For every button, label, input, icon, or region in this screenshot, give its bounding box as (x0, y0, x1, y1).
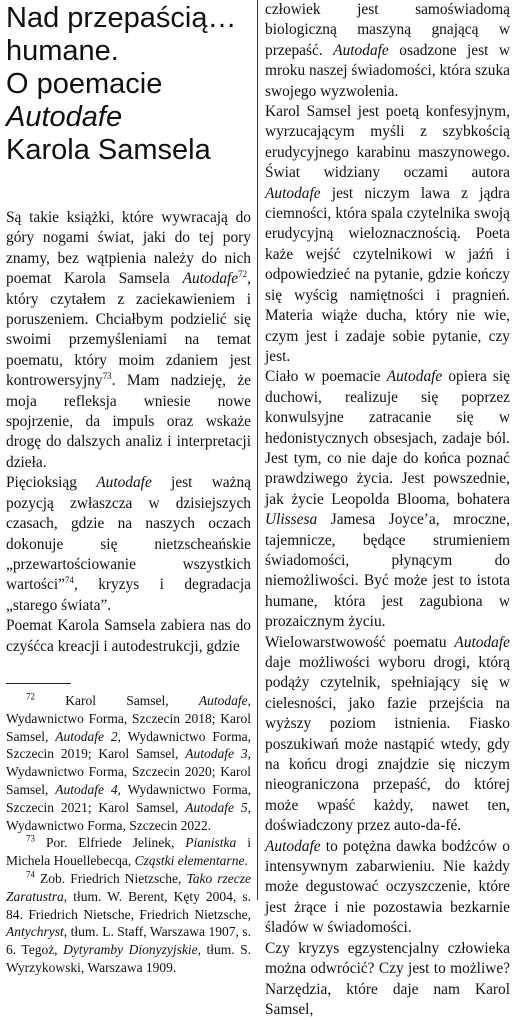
fn73-number: 73 (26, 833, 35, 844)
right-paragraph-2 (265, 102, 510, 367)
r4-text-b: daje możliwości wyboru drogi, którą podąży czytelnik, spełniający się w cielesności, jako fazie przejścia na wyższy poziom istnienia. Fiasko poszukiwań może nastąpić wtedy, gdy na końcu drogi znajdzie się niczym nieograniczona przepaść, do której może wpaść każdy, nawet ten, doświadczony przez auto-da-fé. (265, 654, 510, 835)
title-line-2: humane. (6, 35, 119, 67)
r1-text-b: osadzone jest w mroku naszej świadomości, która szuka swojego wyzwolenia. (265, 41, 511, 100)
p2-text-b: jest ważną pozycją zwłaszcza w dzisiejszych czasach, gdzie na naszych oczach dokonuje się nietzscheańskie „przewartościowanie wszystkich wartości” (6, 474, 251, 594)
fn73-em1: Pianistka (185, 835, 237, 851)
r5-em: Autodafe (265, 837, 321, 855)
fn74-text-c: , tłum. L. Staff, Warszawa 1907, s. 6. Tegoż, (6, 924, 251, 958)
title-line-5: Karola Samsela (6, 134, 211, 166)
right-paragraph-6: Czy kryzys egzystencjalny człowieka można odwrócić? Czy jest to możliwe? Narzędzia, które daje nam Karol Samsel, (265, 939, 510, 1018)
fn72-text-f: , Wydawnictwo Forma, Szczecin 2022. (6, 799, 251, 833)
right-paragraph-1 (265, 0, 510, 102)
right-paragraph-4 (265, 633, 510, 837)
paragraph-2 (6, 473, 251, 616)
p2-em: Autodafe (96, 474, 152, 492)
fn73-text-c: . (244, 853, 248, 869)
p1-text-a: Są takie książki, które wywracają do góry nogami świat, jaki do tej pory znamy, bez wątpienia należy do nich poemat Karola Samsela (6, 209, 251, 288)
column-divider (257, 0, 258, 900)
r1-text-a: człowiek jest samoświadomą biologiczną maszyną gnającą w przepaść. (265, 1, 510, 59)
r3-text-c: Jamesa Joyce’a, mroczne, tajemnicze, będące strumieniem świadomości, płynącym do niemożliwości. Być może jest to istota humane, która jest zagubiona w prozaicznym życiu. (265, 511, 510, 631)
footnote-divider (6, 683, 71, 684)
fn72-text-e: , Wydawnictwo Forma, Szczecin 2021; Karol Samsel, (6, 781, 252, 815)
p1-em: Autodafe (182, 270, 239, 288)
r4-text-a: Wielowarstwowość poematu (265, 633, 455, 651)
fn73-text-a: Por. Elfriede Jelinek, (35, 835, 186, 851)
r3-text-a: Ciało w poemacie (265, 368, 387, 386)
fn74-em1: Tako rzecze Zaratustra (6, 870, 252, 904)
footnote-74 (6, 870, 251, 977)
fn72-em4: Autodafe 4 (55, 781, 118, 797)
title-line-3: O poemacie (6, 68, 163, 100)
fn72-em5: Autodafe 5 (185, 799, 248, 815)
fn74-text-a: Zob. Friedrich Nietzsche, (35, 870, 187, 886)
fn74-em2: Antychryst (6, 924, 64, 940)
r2-text-b: jest niczym lawa z jądra ciemności, która spala czytelnika swoją erudycyjną wieloznacznością. Poeta każe wejść czytelnikowi w jaźń i odpowiedzieć na pytanie, gdzie kończy się wyścig namiętności i pragnień. Materia wiąże ducha, który nie wie, czym jest i zadaje sobie pytanie, czy jest. (265, 184, 510, 365)
fn72-text-b: , Wydawnictwo Forma, Szczecin 2018; Karol Samsel, (6, 692, 251, 744)
p1-text-c: . Mam nadzieję, że moja refleksja wniesie nowe spojrzenie, da impuls oraz wskaże drogę do dalszych analiz i interpretacji dzieła. (6, 372, 251, 471)
paragraph-3: Poemat Karola Samsela zabiera nas do czyśćca kreacji i autodestrukcji, gdzie (6, 617, 251, 655)
r2-text-a: Karol Samsel jest poetą konfesyjnym, wyrzucającym myśli z szybkością erudycyjnego karabinu maszynowego. Świat widziany oczami autora (265, 103, 510, 182)
paragraph-1 (6, 208, 251, 473)
footnote-ref-73[interactable]: 73 (102, 371, 112, 382)
r1-em: Autodafe (333, 41, 389, 59)
fn72-em1: Autodafe (198, 692, 248, 708)
right-paragraph-3 (265, 367, 510, 632)
footnote-72 (6, 692, 251, 834)
p2-text-a: Pięcioksiąg (6, 474, 97, 492)
left-body (6, 208, 251, 657)
title-line-1: Nad przepaścią… (6, 2, 237, 34)
footnotes (6, 692, 251, 977)
fn72-em3: Autodafe 3 (185, 746, 248, 762)
p1-text-b: , który czytałem z zaciekawieniem i poruszeniem. Chciałbym podzielić się swoimi przemyśleniami na temat poematu, który moim zdaniem jest kontrowersyjny (6, 270, 251, 390)
r3-em2: Ulissesa (265, 511, 318, 529)
footnote-ref-72[interactable]: 72 (238, 269, 248, 280)
footnote-ref-74[interactable]: 74 (64, 575, 74, 586)
fn72-text-c: , Wydawnictwo Forma, Szczecin 2019; Karol Samsel, (6, 728, 252, 762)
fn72-em2: Autodafe 2 (55, 728, 118, 744)
right-column (265, 0, 510, 1020)
fn73-text-b: i Michela Houellebecqa, (6, 835, 251, 869)
fn74-number: 74 (26, 869, 35, 880)
r2-em: Autodafe (265, 184, 321, 202)
r5-text-b: to potężna dawka bodźców o intensywnym zabarwieniu. Nie każdy może degustować oczyszczenie, które jest żrące i nie pozostawia bezkarnie śladów w świadomości. (265, 837, 510, 937)
left-column (6, 0, 251, 977)
fn72-number: 72 (26, 691, 35, 702)
fn72-text-a: Karol Samsel, (35, 692, 199, 708)
fn74-text-d: , tłum. S. Wyrzykowski, Warszawa 1909. (6, 942, 252, 975)
r4-em: Autodafe (454, 633, 510, 651)
title-line-4: Autodafe (6, 101, 123, 133)
fn72-text-d: , Wydawnictwo Forma, Szczecin 2020; Karol Samsel, (6, 746, 251, 797)
fn74-em3: Dytyramby Dionyzyjskie (63, 942, 198, 958)
right-paragraph-5 (265, 837, 510, 939)
p2-text-c: , kryzys i degradacja „starego świata”. (6, 576, 251, 614)
r3-text-b: opiera się duchowi, realizuje się poprzez konwulsyjne zatracanie się w hedonistycznych obsesjach, zadaje ból. Jest tym, co nie daje do końca poznać prawdziwego życia. Jest powszednie, jak życie Leopolda Blooma, bohatera (265, 368, 510, 508)
fn73-em2: Cząstki elementarne (134, 853, 245, 869)
fn74-text-b: , tłum. W. Berent, Kęty 2004, s. 84. Friedrich Nietsche, Friedrich Nietzsche, (6, 888, 251, 922)
r3-em: Autodafe (386, 368, 443, 386)
article-title (6, 0, 251, 167)
footnote-73 (6, 834, 251, 870)
